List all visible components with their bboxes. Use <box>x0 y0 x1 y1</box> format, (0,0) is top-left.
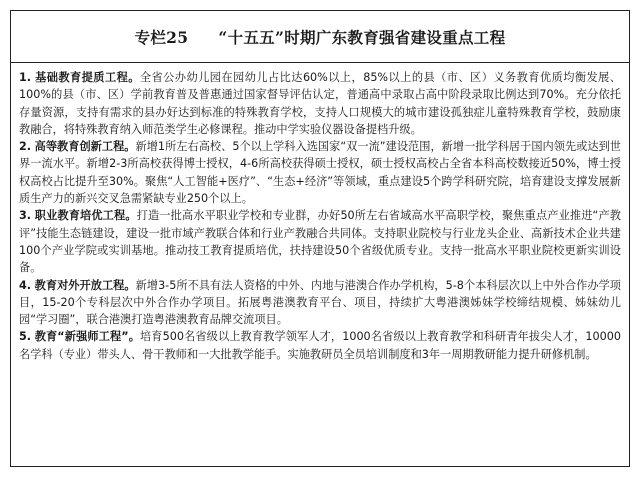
item-text: 打造一批高水平职业学校和专业群，办好50所左右省域高水平高职学校，聚焦重点产业推进“产教评”技能生态链建设，建设一批市域产教联合体和行业产教融合共同体。支持职业院校与行业龙头企业、高新技术企业共建100个产业学院或实训基地。推动技工教育提质培优，扶持建设50个省级优质专业。支持一批高水平职业院校更新实训设备。 <box>19 209 621 275</box>
project-list <box>11 63 629 363</box>
item-text: 新增3-5所不具有法人资格的中外、内地与港澳合作办学机构，5-8个本科层次以上中外合作办学项目，15-20个专科层次中外合作办学项目。拓展粤港澳教育平台、项目，持续扩大粤港澳姊妹学校缔结规模、姊妹幼儿园“学习圈”，联合港澳打造粤港澳教育品牌交流项目。 <box>19 278 621 327</box>
item-number: 2. <box>19 140 32 154</box>
item-number: 5. <box>19 330 32 344</box>
item-text: 新增1所左右高校、5个以上学科入选国家“双一流”建设范围，新增一批学科居于国内领先或达到世界一流水平。新增2-3所高校获得博士授权，4-6所高校获得硕士授权，硕士授权高校占全省本科高校数接近50%，博士授权高校占比提升至30%。聚焦“人工智能+医疗”、“生态+经济”等领域，重点建设5个跨学科研究院，培育建设支撑发展新质生产力的新兴交叉急需紧缺专业250个以上。 <box>19 140 621 206</box>
project-item-basic-education <box>19 69 621 138</box>
project-item-teachers <box>19 328 621 363</box>
project-item-higher-education <box>19 138 621 207</box>
item-heading: 职业教育培优工程。 <box>34 209 137 223</box>
item-number: 1. <box>19 71 32 84</box>
title-row <box>11 11 629 63</box>
column-tag: 专栏25 <box>134 27 189 47</box>
item-heading: 基础教育提质工程。 <box>35 71 140 84</box>
item-text: 培育500名省级以上教育教学领军人才，1000名省级以上教育教学和科研青年拔尖人才，10000名学科（专业）带头人、骨干教师和一大批教学能手。实施教研员全员培训制度和3年一周期教研能力提升研修机制。 <box>19 330 621 361</box>
feature-box <box>10 10 630 467</box>
project-item-vocational-education <box>19 207 621 276</box>
project-item-opening-up <box>19 277 621 329</box>
item-number: 3. <box>19 209 32 223</box>
item-text: 全省公办幼儿园在园幼儿占比达60%以上，85%以上的县（市、区）义务教育优质均衡发展、100%的县（市、区）学前教育普及普惠通过国家督导评估认定，普通高中录取占高中阶段录取比例达到70%。充分依托存量资源，支持有需求的县办好达到标准的特殊教育学校，支持人口规模大的城市建设孤独症儿童特殊教育学校，鼓励康教融合，将特殊教育纳入师范类学生必修课程。推动中学实验仪器设备提档升级。 <box>19 71 621 136</box>
item-heading: 教育“新强师工程”。 <box>34 330 141 344</box>
item-heading: 教育对外开放工程。 <box>34 278 136 292</box>
item-number: 4. <box>19 278 32 292</box>
column-title: “十五五”时期广东教育强省建设重点工程 <box>218 27 506 47</box>
box-title <box>135 26 506 48</box>
item-heading: 高等教育创新工程。 <box>34 140 136 154</box>
